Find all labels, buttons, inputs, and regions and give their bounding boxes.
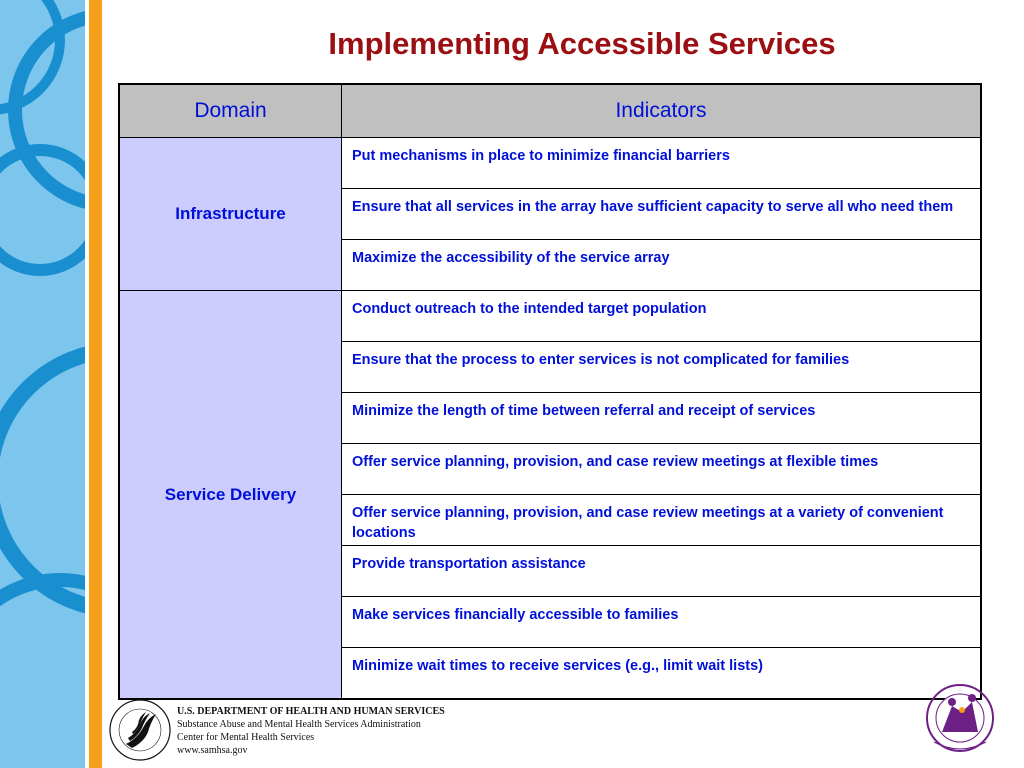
decorative-circles bbox=[0, 0, 89, 768]
indicator-cell: Conduct outreach to the intended target population bbox=[342, 291, 982, 342]
indicator-cell: Minimize the length of time between referral and receipt of services bbox=[342, 393, 982, 444]
indicator-cell: Offer service planning, provision, and case review meetings at flexible times bbox=[342, 444, 982, 495]
indicator-cell: Offer service planning, provision, and case review meetings at a variety of convenient locations bbox=[342, 495, 982, 546]
indicator-cell: Ensure that the process to enter services is not complicated for families bbox=[342, 342, 982, 393]
table-header-row bbox=[119, 84, 981, 138]
footer-url[interactable]: www.samhsa.gov bbox=[177, 745, 248, 756]
indicator-cell: Ensure that all services in the array have sufficient capacity to serve all who need them bbox=[342, 189, 982, 240]
indicator-cell: Minimize wait times to receive services (e.g., limit wait lists) bbox=[342, 648, 982, 700]
domain-service-delivery: Service Delivery bbox=[119, 291, 342, 700]
footer-agency: Substance Abuse and Mental Health Services Administration bbox=[177, 719, 421, 730]
indicator-cell: Provide transportation assistance bbox=[342, 546, 982, 597]
table-row bbox=[119, 138, 981, 189]
footer-agency-block bbox=[177, 705, 445, 757]
hhs-seal-logo bbox=[108, 698, 172, 762]
table-row bbox=[119, 291, 981, 342]
orange-stripe bbox=[89, 0, 102, 768]
indicator-cell: Make services financially accessible to families bbox=[342, 597, 982, 648]
footer-center: Center for Mental Health Services bbox=[177, 732, 315, 743]
decorative-left-band bbox=[0, 0, 89, 768]
indicator-cell: Put mechanisms in place to minimize financial barriers bbox=[342, 138, 982, 189]
indicator-cell: Maximize the accessibility of the service array bbox=[342, 240, 982, 291]
header-indicators: Indicators bbox=[342, 84, 982, 138]
slide-title: Implementing Accessible Services bbox=[328, 26, 836, 61]
indicators-table bbox=[118, 83, 982, 700]
domain-infrastructure: Infrastructure bbox=[119, 138, 342, 291]
footer-department: U.S. DEPARTMENT OF HEALTH AND HUMAN SERVICES bbox=[177, 706, 445, 717]
header-domain: Domain bbox=[119, 84, 342, 138]
systems-of-care-logo bbox=[922, 682, 998, 764]
